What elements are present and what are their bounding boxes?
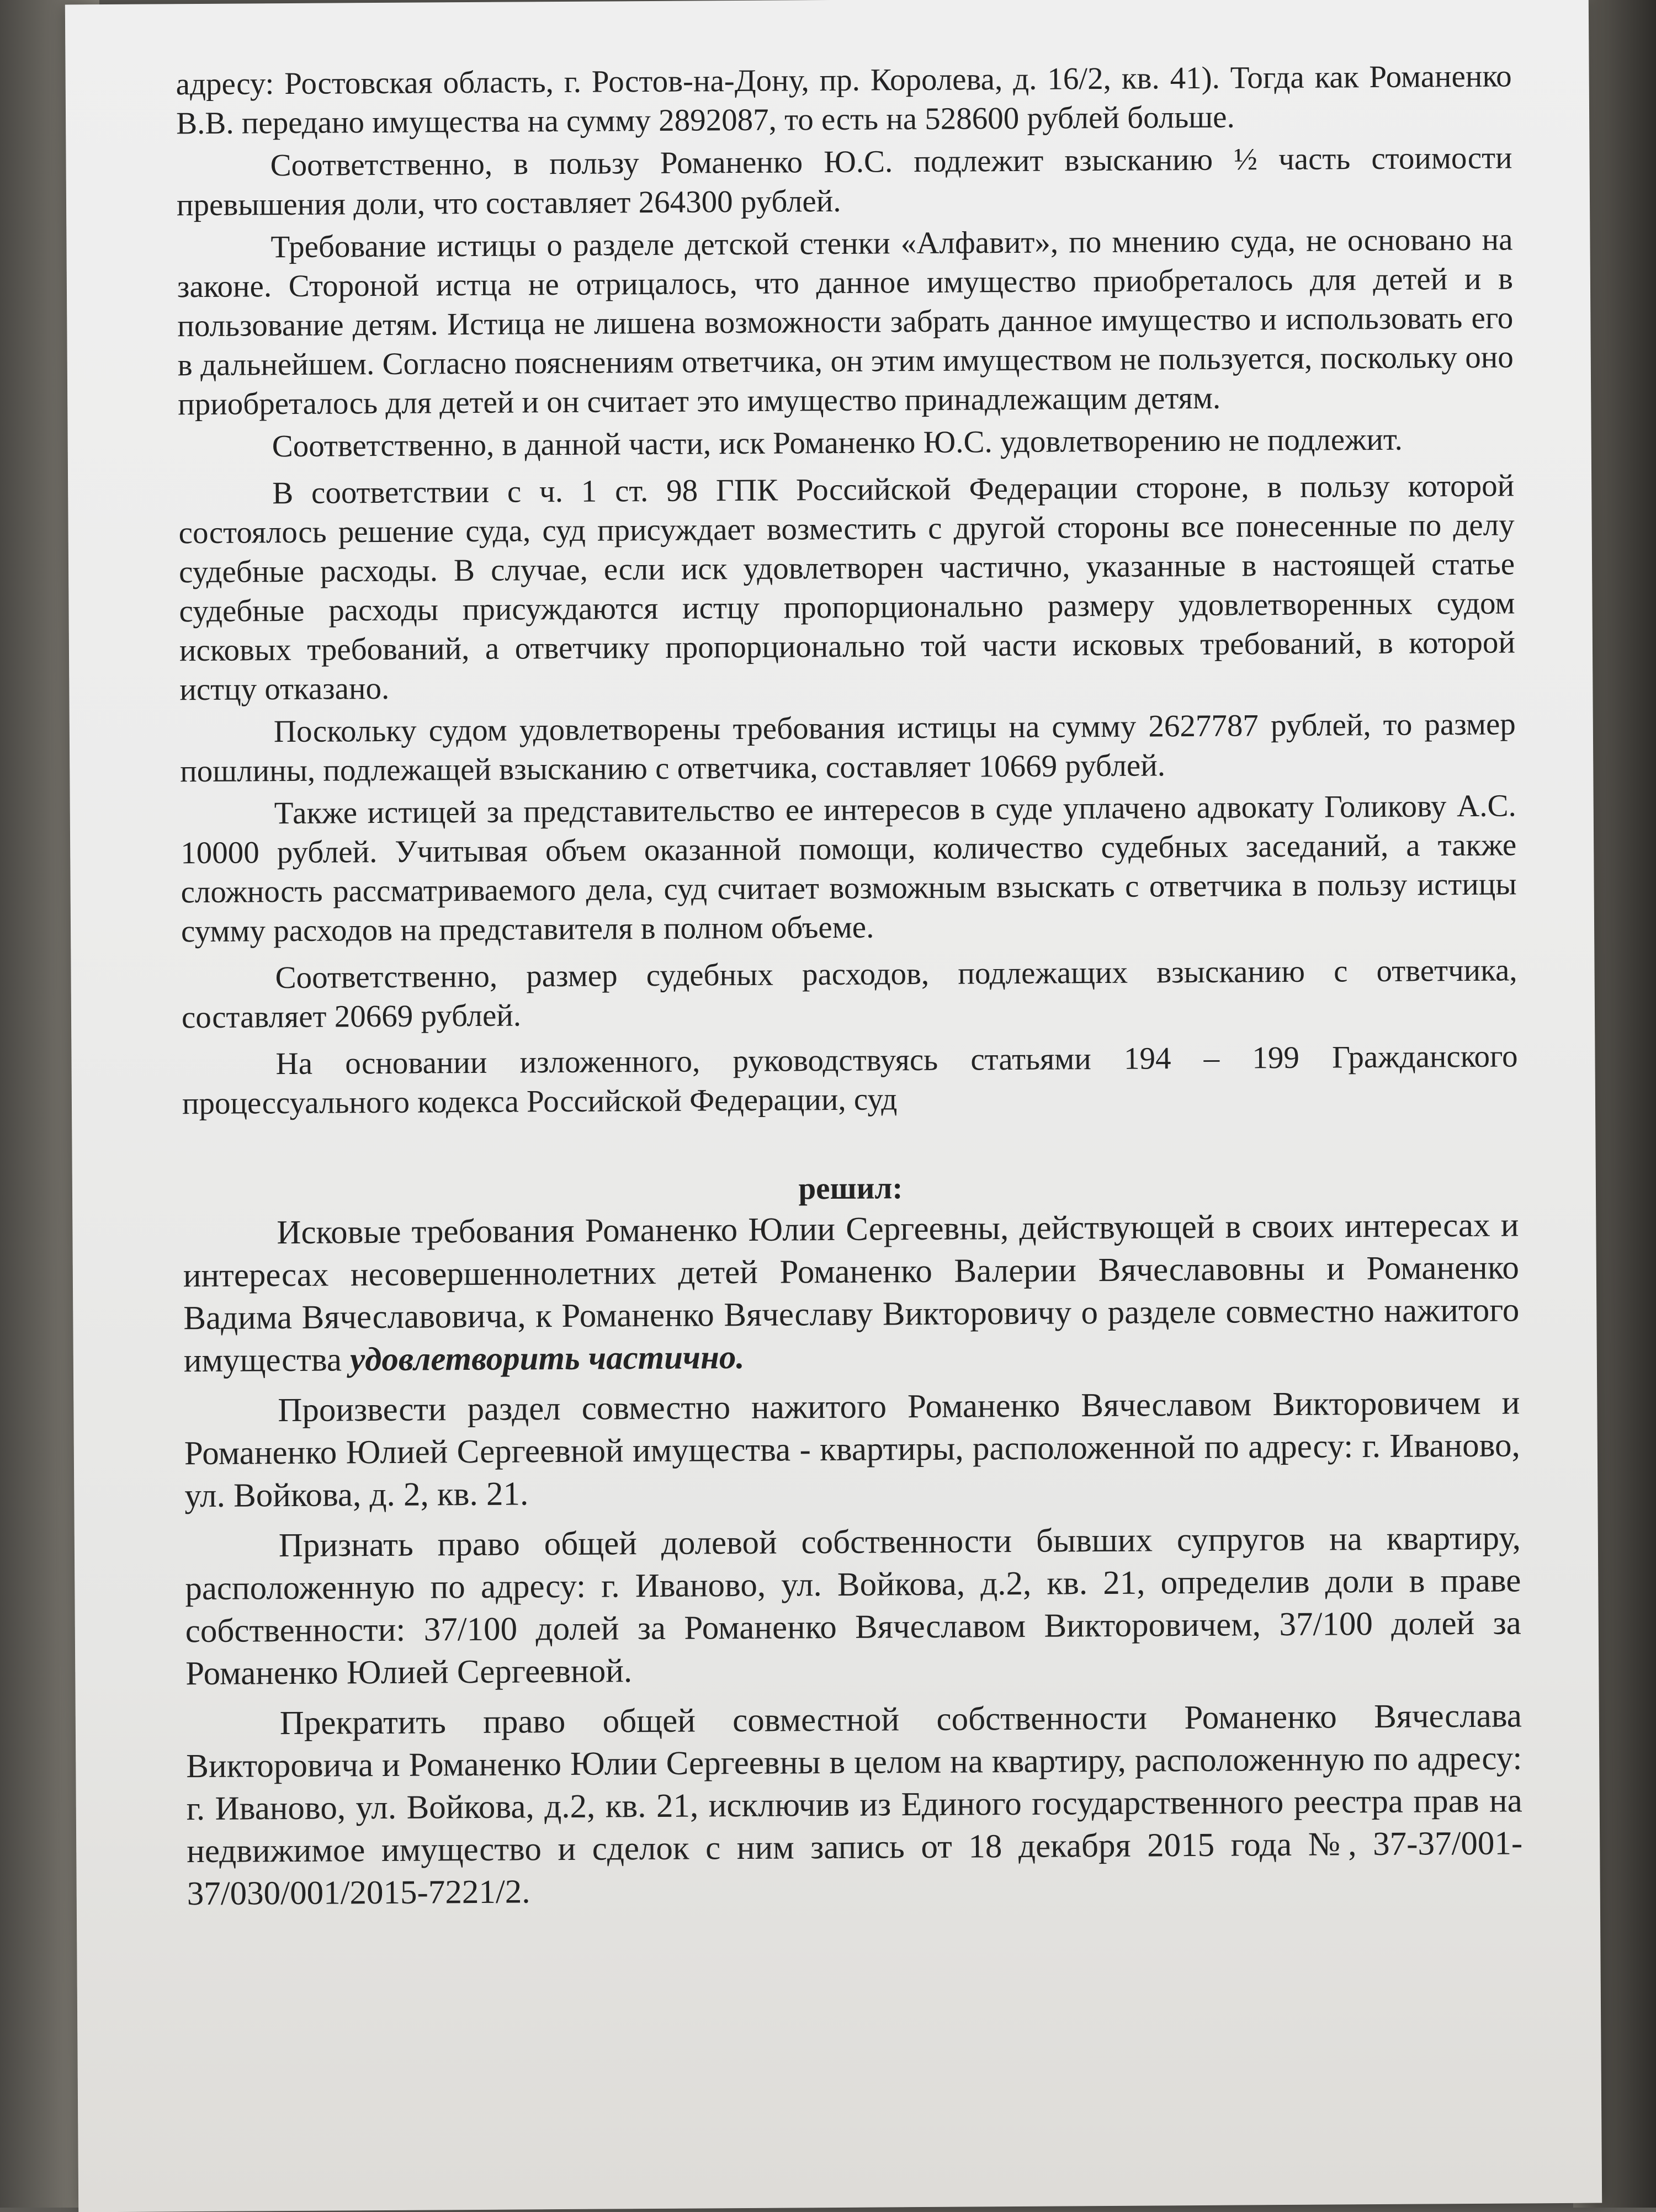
paragraph-claim-denied: Соответственно, в данной части, иск Романенко Ю.С. удовлетворению не подлежит. bbox=[272, 422, 1403, 464]
decision-terminate-joint-ownership: Прекратить право общей совместной собственности Романенко Вячеслава Викторовича и Романенко Юлии Сергеевны в целом на квартиру, расположенную по адресу: г. Иваново, ул. Войкова, д.2, кв. 21, исключив из Единого государственного реестра прав на недвижимое имущество и сделок с ним запись от 18 декабря 2015 года №, 37-37/001-37/030/001/2015-7221/2. bbox=[186, 1697, 1523, 1913]
paragraph-wall-unit: Требование истицы о разделе детской стенки «Алфавит», по мнению суда, не основано на законе. Стороной истца не отрицалось, что данное имущество приобреталось для детей и в пользование детям. Истица не лишена возможности забрать данное имущество и использовать его в дальнейшем. Согласно пояснениям ответчика, он этим имуществом не пользуется, поскольку оно приобреталось для детей и он считает это имущество принадлежащим детям. bbox=[177, 222, 1514, 422]
document-body bbox=[176, 56, 1522, 1915]
paragraph-state-duty: Поскольку судом удовлетворены требования истицы на сумму 2627787 рублей, то размер пошлины, подлежащей взысканию с ответчика, составляет 10669 рублей. bbox=[180, 706, 1516, 789]
decision-claims-text: Исковые требования Романенко Юлии Сергеевны, действующей в своих интересах и интересах несовершеннолетних детей Романенко Валерии Вячеславовны и Романенко Вадима Вячеславовича, к Романенко Вячеславу Викторовичу о разделе совместно нажитого имущества bbox=[183, 1206, 1520, 1380]
decision-shares: Признать право общей долевой собственности бывших супругов на квартиру, расположенную по адресу: г. Иваново, ул. Войкова, д.2, кв. 21, определив доли в праве собственности: 37/100 долей за Романенко Вячеславом Викторовичем, 37/100 долей за Романенко Юлией Сергеевной. bbox=[185, 1519, 1521, 1693]
paragraph-lawyer-fees: Также истицей за представительство ее интересов в суде уплачено адвокату Голикову А.С. 10000 рублей. Учитывая объем оказанной помощи, количество судебных заседаний, а также сложность рассматриваемого дела, суд считает возможным взыскать с ответчика в пользу истицы сумму расходов на представителя в полном объеме. bbox=[181, 788, 1517, 949]
paragraph-half-share: Соответственно, в пользу Романенко Ю.С. подлежит взысканию ½ часть стоимости превышения доли, что составляет 264300 рублей. bbox=[176, 140, 1512, 223]
decision-claims-verdict: удовлетворить частично. bbox=[349, 1338, 745, 1379]
document-page bbox=[65, 0, 1602, 2212]
paragraph-court-costs-law: В соответствии с ч. 1 ст. 98 ГПК Российской Федерации стороне, в пользу которой состоялось решение суда, суд присуждает возместить с другой стороны все понесенные по делу судебные расходы. В случае, если иск удовлетворен частично, указанные в настоящей статье судебные расходы присуждаются истцу пропорционально размеру удовлетворенных судом исковых требований, а ответчику пропорционально той части исковых требований, в которой истцу отказано. bbox=[178, 468, 1516, 708]
decision-heading: решил: bbox=[798, 1171, 903, 1206]
decision-claims bbox=[183, 1204, 1520, 1382]
decision-division: Произвести раздел совместно нажитого Романенко Вячеславом Викторовичем и Романенко Юлией Сергеевной имущества - квартиры, расположенной по адресу: г. Иваново, ул. Войкова, д. 2, кв. 21. bbox=[184, 1384, 1521, 1515]
paragraph-total-costs: Соответственно, размер судебных расходов, подлежащих взысканию с ответчика, составляет 20669 рублей. bbox=[181, 953, 1517, 1035]
paragraph-address: адресу: Ростовская область, г. Ростов-на-Дону, пр. Королева, д. 16/2, кв. 41). Тогда как Романенко В.В. передано имущества на сумму 2892087, то есть на 528600 рублей больше. bbox=[176, 59, 1512, 141]
paragraph-legal-basis: На основании изложенного, руководствуясь статьями 194 – 199 Гражданского процессуального кодекса Российской Федерации, суд bbox=[182, 1039, 1518, 1121]
decision-section bbox=[183, 1204, 1523, 1915]
